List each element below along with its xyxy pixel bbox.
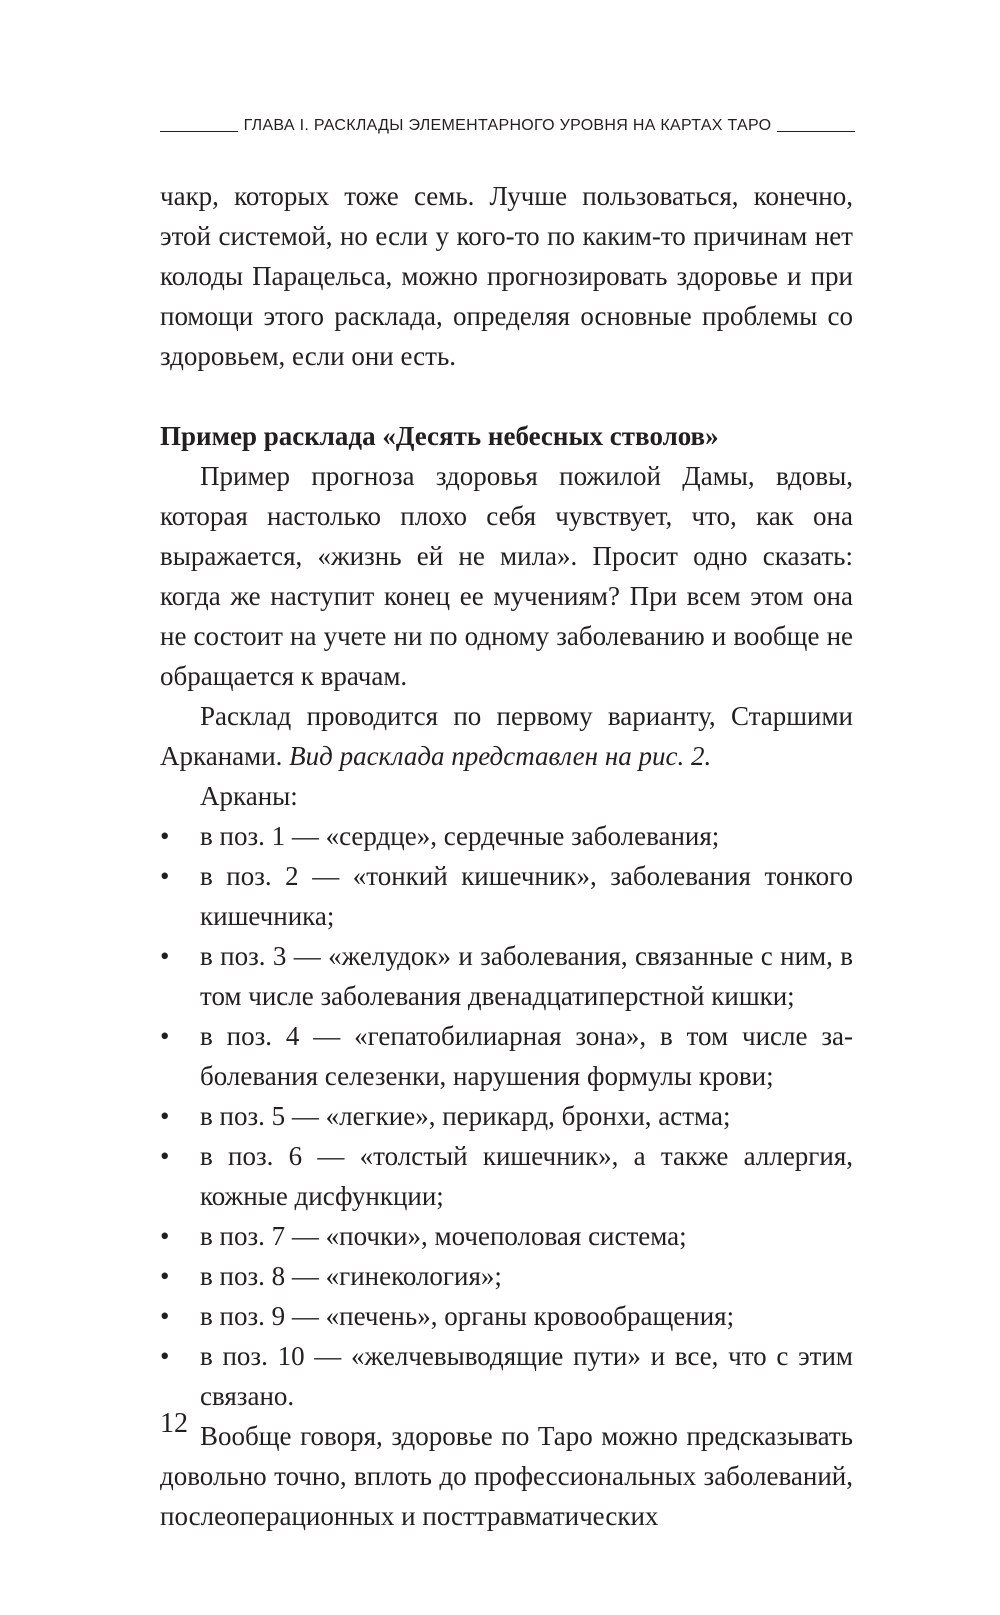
list-item-text: в поз. 4 — «гепатобилиарная зона», в том числе заболевания селезенки, нарушения формулы крови; — [200, 1021, 853, 1091]
paragraph-layout — [160, 696, 853, 776]
paragraph-layout-text: Расклад проводится по первому варианту, Старшими Арканами. — [160, 701, 853, 771]
figure-reference: Вид расклада представлен на рис. 2. — [289, 741, 712, 771]
bullet-icon: • — [160, 861, 170, 891]
list-item-text: в поз. 2 — «тонкий кишечник», заболевания тонкого кишечника; — [200, 861, 853, 931]
arcana-positions-list — [160, 816, 853, 1416]
list-item-text: в поз. 1 — «сердце», сердечные заболевания; — [200, 821, 720, 851]
header-rule-left — [160, 131, 238, 132]
paragraph-example: Пример прогноза здоровья пожилой Дамы, вдовы, которая настолько плохо себя чувствует, что, как она выражается, «жизнь ей не мила». Просит одно сказать: когда же наступит конец ее мучениям? При всем этом она не состоит на учете ни по одному заболеванию и вообще не обращается к врачам. — [160, 461, 853, 691]
running-header — [160, 113, 855, 143]
list-item-text: в поз. 5 — «легкие», перикард, бронхи, астма; — [200, 1101, 731, 1131]
list-item — [160, 1096, 853, 1136]
bullet-icon: • — [160, 1221, 170, 1251]
bullet-icon: • — [160, 1101, 170, 1131]
paragraph-continuation: чакр, которых тоже семь. Лучше пользоваться, конечно, этой системой, но если у кого-то по каким-то причинам нет колоды Парацельса, можно прогнозировать здоровье и при помощи этого расклада, определяя основные проблемы со здоровьем, если они есть. — [160, 181, 853, 371]
list-item-text: в поз. 6 — «толстый кишечник», а также аллергия, кожные дисфункции; — [200, 1141, 853, 1211]
list-item — [160, 1216, 853, 1256]
bullet-icon: • — [160, 1341, 170, 1371]
list-item — [160, 1256, 853, 1296]
bullet-icon: • — [160, 821, 170, 851]
list-item — [160, 936, 853, 1016]
list-intro: Арканы: — [200, 781, 298, 811]
list-item — [160, 1336, 853, 1416]
list-item-text: в поз. 7 — «почки», мочеполовая система; — [200, 1221, 687, 1251]
running-title: ГЛАВА I. РАСКЛАДЫ ЭЛЕМЕНТАРНОГО УРОВНЯ НА КАРТАХ ТАРО — [243, 117, 772, 134]
bullet-icon: • — [160, 1021, 170, 1051]
page-body — [160, 176, 853, 1536]
list-item — [160, 1016, 853, 1096]
list-item — [160, 1296, 853, 1336]
bullet-icon: • — [160, 1301, 170, 1331]
bullet-icon: • — [160, 1261, 170, 1291]
page-number: 12 — [160, 1408, 188, 1439]
list-item-text: в поз. 3 — «желудок» и заболевания, связанные с ним, в том числе заболевания двенадцатиперстной кишки; — [200, 941, 853, 1011]
section-heading: Пример расклада «Десять небесных стволов» — [160, 421, 719, 451]
header-rule-right — [777, 131, 855, 132]
list-item — [160, 856, 853, 936]
list-item — [160, 1136, 853, 1216]
paragraph-closing: Вообще говоря, здоровье по Таро можно предсказывать довольно точно, вплоть до профессиональных заболеваний, послеоперационных и посттравматических — [160, 1421, 853, 1531]
bullet-icon: • — [160, 941, 170, 971]
bullet-icon: • — [160, 1141, 170, 1171]
list-item-text: в поз. 8 — «гинекология»; — [200, 1261, 502, 1291]
list-item — [160, 816, 853, 856]
list-item-text: в поз. 10 — «желчевыводящие пути» и все, что с этим связано. — [200, 1341, 853, 1411]
list-item-text: в поз. 9 — «печень», органы кровообращения; — [200, 1301, 735, 1331]
